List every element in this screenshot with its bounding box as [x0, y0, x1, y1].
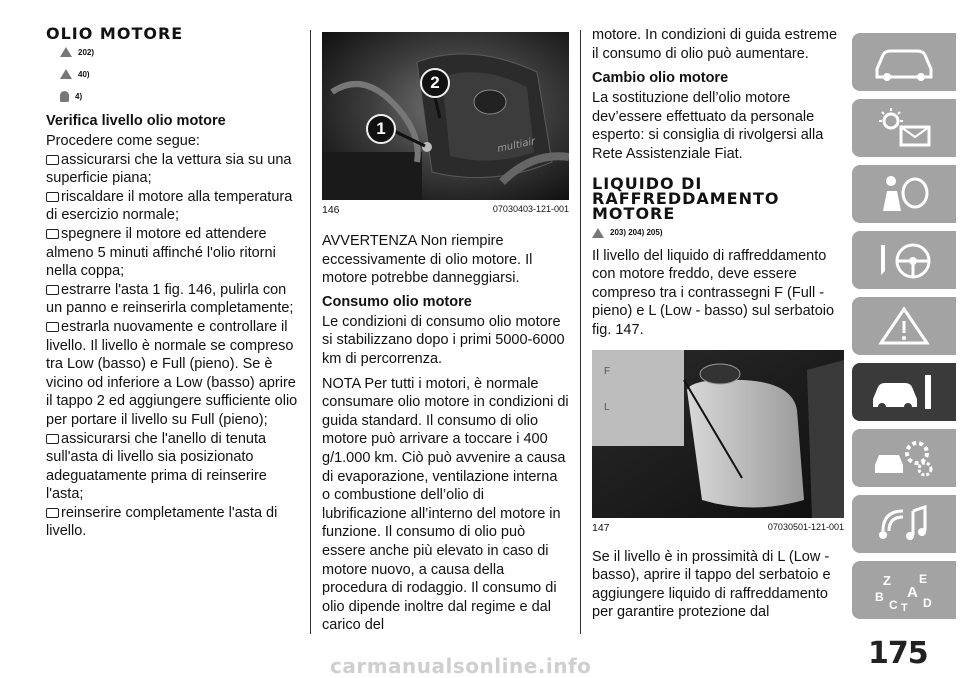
svg-text:A: A [907, 584, 918, 601]
tab-maintenance[interactable] [852, 363, 956, 421]
car-warning-icon [60, 69, 72, 79]
checkbox-bullet-icon [46, 322, 59, 332]
svg-text:D: D [923, 596, 932, 610]
paragraph: Se il livello è in prossimità di L (Low - basso), aprire il tappo del serbatoio e aggiungere liquido di raffreddamento per garantire protezione dal [592, 548, 831, 621]
figure-code: 07030501-121-001 [767, 521, 844, 532]
svg-text:E: E [919, 572, 928, 586]
column-3 [592, 26, 844, 622]
lights-message-icon [869, 105, 939, 151]
figure-147 [592, 350, 844, 534]
warning-ref: 4) [60, 90, 300, 102]
technical-data-icon [869, 435, 939, 481]
warning-triangle-icon [592, 228, 604, 238]
list-item: assicurarsi che la vettura sia su una superficie piana; [46, 151, 292, 187]
list-item: estrarla nuovamente e controllare il livello. Il livello è normale se compreso tra Low (basso) e Full (pieno). Se è vicino od inferiore a Low (basso) aprire il tappo 2 ed aggiungere sufficiente olio per portare il livello su Full (pieno); [46, 318, 298, 428]
list-item: estrarre l'asta 1 fig. 146, pulirla con un panno e reinserirla completamente; [46, 281, 294, 317]
svg-text:C: C [889, 598, 898, 612]
tab-start-drive[interactable] [852, 231, 956, 289]
coolant-tank-photo [592, 350, 844, 518]
column-1 [46, 26, 300, 541]
section-title-oil: OLIO MOTORE [46, 24, 184, 43]
checkbox-bullet-icon [46, 155, 59, 165]
svg-text:B: B [875, 590, 884, 604]
subtitle-oil-check: Verifica livello olio motore [46, 113, 226, 129]
checkbox-bullet-icon [46, 508, 59, 518]
figure-146 [322, 32, 569, 216]
index-icon [869, 567, 939, 613]
list-item: assicurarsi che l'anello di tenuta sull'asta di livello sia posizionato adeguatamente prima di reinserire l'asta; [46, 430, 267, 503]
paragraph: motore. In condizioni di guida estreme il consumo di olio può aumentare. [592, 27, 838, 62]
watermark: carmanualsonline.info [330, 654, 592, 678]
emergency-icon [869, 303, 939, 349]
column-divider [310, 30, 311, 634]
tab-lights-messages[interactable] [852, 99, 956, 157]
column-divider [580, 30, 581, 634]
paragraph: Le condizioni di consumo olio motore si stabilizzano dopo i primi 5000-6000 km di percorrenza. [322, 313, 565, 367]
figure-caption [592, 522, 844, 534]
safety-airbag-icon [869, 171, 939, 217]
note-paragraph: NOTA Per tutti i motori, è normale consumare olio motore in condizioni di guida standard. Il consumo di olio motore può arrivare a toccare i 400 g/1.000 km. Ciò può avvenire a causa di evaporazione, ventilazione interna o combustione dell’olio di lubrificazione all’interno del motore in funzione. Il consumo di olio può essere anche più elevato in caso di motore nuovo, a causa della procedura di rodaggio. Il consumo di olio dipende inoltre dal regime e dal carico del [322, 375, 569, 634]
warning-triangle-icon [60, 47, 72, 57]
warning-paragraph: AVVERTENZA Non riempire eccessivamente di olio motore. Il motore potrebbe danneggiarsi. [322, 233, 533, 287]
tab-technical-data[interactable] [852, 429, 956, 487]
start-drive-icon [869, 237, 939, 283]
subtitle-oil-change: Cambio olio motore [592, 70, 729, 87]
paragraph: La sostituzione dell’olio motore dev’essere effettuato da personale esperto: si consiglia di rivolgersi alla Rete Assistenziale Fiat. [592, 90, 824, 162]
callout-2: 2 [420, 68, 450, 98]
intro-text: Procedere come segue: [46, 133, 200, 149]
mark-low: L [604, 401, 610, 413]
figure-caption [322, 204, 569, 216]
page-number: 175 [868, 636, 928, 671]
checkbox-bullet-icon [46, 285, 59, 295]
tab-index[interactable] [852, 561, 956, 619]
warning-ref: 203) 204) 205) [592, 227, 844, 239]
warning-ref: 202) [60, 46, 300, 58]
figure-number: 146 [322, 204, 340, 216]
mark-full: F [604, 365, 611, 377]
tab-safety[interactable] [852, 165, 956, 223]
checkbox-bullet-icon [46, 229, 59, 239]
engine-bay-illustration [322, 32, 569, 200]
svg-text:T: T [901, 602, 908, 613]
environment-icon [60, 91, 69, 102]
checkbox-bullet-icon [46, 434, 59, 444]
figure-code: 07030403-121-001 [492, 204, 569, 214]
brand-logo: multiair [496, 136, 537, 155]
multimedia-icon [869, 501, 939, 547]
coolant-tank-illustration [592, 350, 844, 518]
engine-photo [322, 32, 569, 200]
warning-ref: 40) [60, 68, 300, 80]
chapter-tabs [852, 33, 956, 627]
tab-car-dashboard[interactable] [852, 33, 956, 91]
list-item: spegnere il motore ed attendere almeno 5 minuti affinché l'olio ritorni nella coppa; [46, 225, 276, 280]
checkbox-bullet-icon [46, 192, 59, 202]
paragraph: Il livello del liquido di raffreddamento con motore freddo, deve essere compreso tra i contrassegni F (Full - pieno) e L (Low - basso) sul serbatoio fig. 147. [592, 247, 835, 338]
tab-multimedia[interactable] [852, 495, 956, 553]
car-dashboard-icon [869, 39, 939, 85]
subtitle-oil-consumption: Consumo olio motore [322, 293, 472, 310]
list-item: riscaldare il motore alla temperatura di esercizio normale; [46, 188, 293, 224]
column-2 [322, 32, 569, 635]
tab-emergency[interactable] [852, 297, 956, 355]
callout-1: 1 [366, 114, 396, 144]
list-item: reinserire completamente l'asta di livello. [46, 504, 278, 540]
section-title-coolant: LIQUIDO DI RAFFREDDAMENTO MOTORE [592, 173, 780, 223]
svg-text:Z: Z [883, 573, 891, 588]
maintenance-car-icon [869, 369, 939, 415]
figure-number: 147 [592, 521, 610, 534]
